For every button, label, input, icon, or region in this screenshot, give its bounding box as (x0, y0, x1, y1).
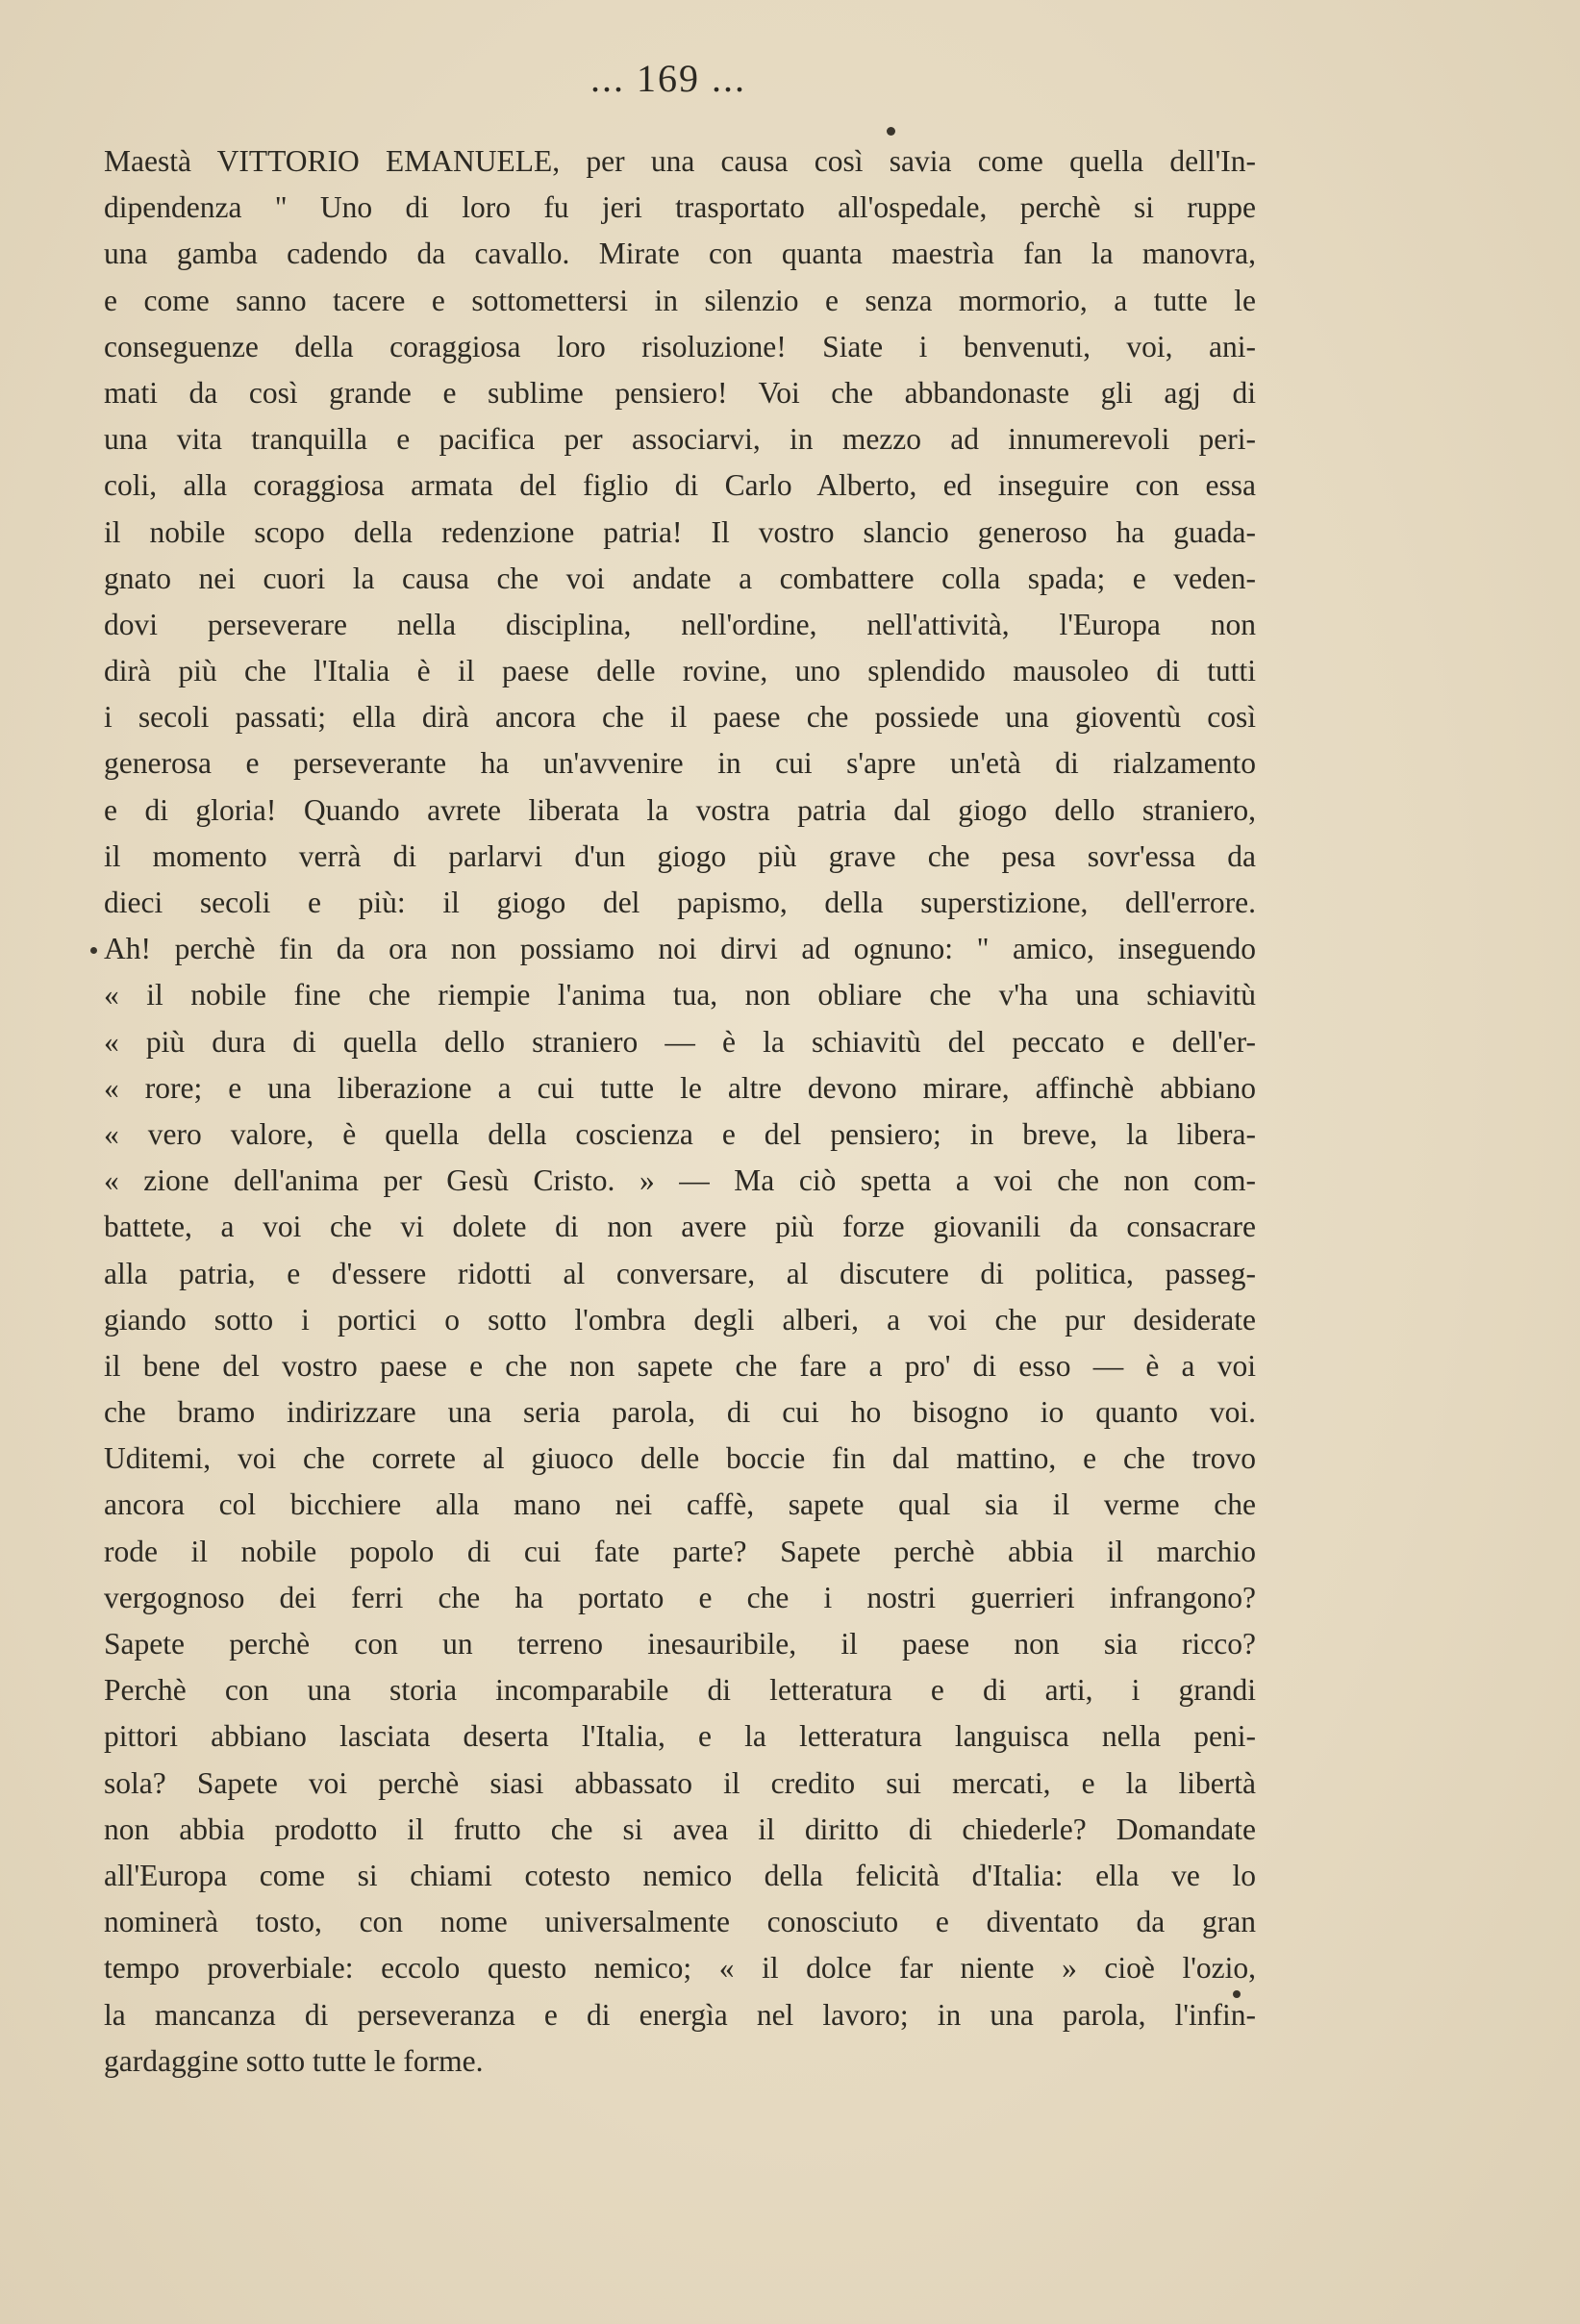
text-line: dipendenza " Uno di loro fu jeri trasportato all'ospedale, perchè si ruppe (104, 190, 1256, 225)
text-line: Sapete perchè con un terreno inesauribile, il paese non sia ricco? (104, 1627, 1256, 1661)
text-line: nominerà tosto, con nome universalmente conosciuto e diventato da gran (104, 1905, 1256, 1939)
text-line: il momento verrà di parlarvi d'un giogo più grave che pesa sovr'essa da (104, 838, 1256, 873)
text-line: battete, a voi che vi dolete di non avere più forze giovanili da consacrare (104, 1210, 1256, 1244)
text-line: gnato nei cuori la causa che voi andate a combattere colla spada; e veden- (104, 561, 1256, 595)
text-line: tempo proverbiale: eccolo questo nemico; « il dolce far niente » cioè l'ozio, (104, 1951, 1256, 1986)
text-line: giando sotto i portici o sotto l'ombra degli alberi, a voi che pur desiderate (104, 1302, 1256, 1337)
text-line: la mancanza di perseveranza e di energìa nel lavoro; in una parola, l'infin- (104, 1997, 1256, 2032)
text-line: sola? Sapete voi perchè siasi abbassato il credito sui mercati, e la libertà (104, 1765, 1256, 1800)
text-line: e di gloria! Quando avrete liberata la vostra patria dal giogo dello straniero, (104, 792, 1256, 827)
ink-speck (1233, 1990, 1241, 1998)
text-line: una vita tranquilla e pacifica per associarvi, in mezzo ad innumerevoli peri- (104, 422, 1256, 457)
text-line: « vero valore, è quella della coscienza e del pensiero; in breve, la libera- (104, 1116, 1256, 1151)
text-line: rode il nobile popolo di cui fate parte? Sapete perchè abbia il marchio (104, 1534, 1256, 1568)
text-line: pittori abbiano lasciata deserta l'Italia, e la letteratura languisca nella peni- (104, 1719, 1256, 1754)
text-line: dieci secoli e più: il giogo del papismo, della superstizione, dell'errore. (104, 886, 1256, 919)
text-line: una gamba cadendo da cavallo. Mirate con quanta maestrìa fan la manovra, (104, 237, 1256, 271)
text-line: conseguenze della coraggiosa loro risoluzione! Siate i benvenuti, voi, ani- (104, 329, 1256, 363)
text-line: ancora col bicchiere alla mano nei caffè, sapete qual sia il verme che (104, 1487, 1256, 1522)
text-line: all'Europa come si chiami cotesto nemico della felicità d'Italia: ella ve lo (104, 1858, 1256, 1892)
text-line: coli, alla coraggiosa armata del figlio di Carlo Alberto, ed inseguire con essa (104, 468, 1256, 503)
text-line: « il nobile fine che riempie l'anima tua, non obliare che v'ha una schiavitù (104, 978, 1256, 1012)
ink-speck (887, 127, 895, 136)
text-line: Uditemi, voi che correte al giuoco delle boccie fin dal mattino, e che trovo (104, 1441, 1256, 1476)
text-line: il bene del vostro paese e che non sapete che fare a pro' di esso — è a voi (104, 1348, 1256, 1383)
page-number: ... 169 ... (590, 57, 746, 100)
text-line: e come sanno tacere e sottomettersi in silenzio e senza mormorio, a tutte le (104, 283, 1256, 317)
text-line: generosa e perseverante ha un'avvenire in cui s'apre un'età di rialzamento (104, 746, 1256, 781)
text-line: mati da così grande e sublime pensiero! Voi che abbandonaste gli agj di (104, 375, 1256, 410)
text-line: Perchè con una storia incomparabile di letteratura e di arti, i grandi (104, 1673, 1256, 1708)
text-line: Ah! perchè fin da ora non possiamo noi dirvi ad ognuno: " amico, inseguendo (104, 932, 1256, 966)
text-line: « rore; e una liberazione a cui tutte le altre devono mirare, affinchè abbiano (104, 1070, 1256, 1105)
text-line: il nobile scopo della redenzione patria! Il vostro slancio generoso ha guada- (104, 514, 1256, 549)
text-line: che bramo indirizzare una seria parola, di cui ho bisogno io quanto voi. (104, 1395, 1256, 1430)
text-line: Maestà VITTORIO EMANUELE, per una causa così savia come quella dell'In- (104, 144, 1256, 178)
page-text (104, 138, 1256, 2085)
text-line: alla patria, e d'essere ridotti al conversare, al discutere di politica, passeg- (104, 1256, 1256, 1290)
text-line: dovi perseverare nella disciplina, nell'ordine, nell'attività, l'Europa non (104, 607, 1256, 641)
ink-speck (90, 947, 97, 954)
text-line: non abbia prodotto il frutto che si avea il diritto di chiederle? Domandate (104, 1812, 1256, 1846)
text-line: « zione dell'anima per Gesù Cristo. » — Ma ciò spetta a voi che non com- (104, 1163, 1256, 1198)
text-line: « più dura di quella dello straniero — è la schiavitù del peccato e dell'er- (104, 1024, 1256, 1059)
text-line: gardaggine sotto tutte le forme. (104, 2043, 484, 2078)
text-line: vergognoso dei ferri che ha portato e che i nostri guerrieri infrangono? (104, 1580, 1256, 1614)
text-line: i secoli passati; ella dirà ancora che il paese che possiede una gioventù così (104, 700, 1256, 735)
text-line: dirà più che l'Italia è il paese delle rovine, uno splendido mausoleo di tutti (104, 654, 1256, 688)
